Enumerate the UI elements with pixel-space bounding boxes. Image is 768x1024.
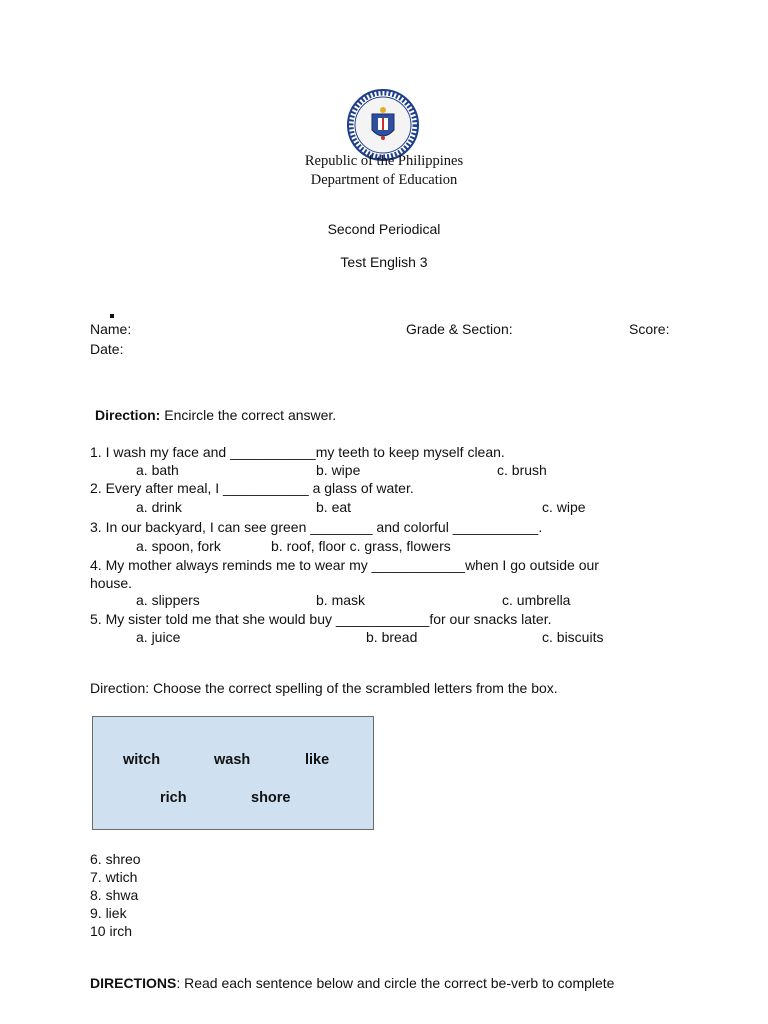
word-box-word: like <box>305 752 330 768</box>
department-line: Department of Education <box>310 172 458 188</box>
exam-title-line2: Test English 3 <box>340 254 428 270</box>
question-3: 3. In our backyard, I can see green ________ and colorful ___________. <box>90 519 543 535</box>
word-box-word: wash <box>214 752 251 768</box>
part2-direction: Direction: Choose the correct spelling of the scrambled letters from the box. <box>90 680 558 696</box>
bullet-marker <box>110 314 114 318</box>
part3-direction-label: DIRECTIONS <box>90 975 177 991</box>
q5-choice-a: a. juice <box>136 629 181 645</box>
scrambled-item-7: 7. wtich <box>90 869 138 885</box>
deped-seal-icon <box>346 88 420 162</box>
q5-choice-b: b. bread <box>366 629 418 645</box>
exam-title-line1: Second Periodical <box>327 221 441 237</box>
word-box <box>92 716 374 830</box>
q4-choice-a: a. slippers <box>136 592 200 608</box>
question-5: 5. My sister told me that she would buy ____________for our snacks later. <box>90 611 552 627</box>
question-4-continued: house. <box>90 575 133 591</box>
part3-direction-text: : Read each sentence below and circle the correct be-verb to complete <box>176 975 615 991</box>
q4-choice-c: c. umbrella <box>502 592 571 608</box>
scrambled-item-6: 6. shreo <box>90 851 141 867</box>
q2-choice-c: c. wipe <box>542 499 586 515</box>
date-label: Date: <box>90 341 124 357</box>
republic-line: Republic of the Philippines <box>304 153 464 169</box>
q4-choice-b: b. mask <box>316 592 366 608</box>
question-1: 1. I wash my face and ___________my teeth to keep myself clean. <box>90 444 505 460</box>
score-label: Score: <box>629 321 670 337</box>
part3-direction <box>90 975 614 991</box>
q1-choice-b: b. wipe <box>316 462 361 478</box>
part1-direction-text: Encircle the correct answer. <box>160 407 337 423</box>
q2-choice-a: a. drink <box>136 499 182 515</box>
question-4: 4. My mother always reminds me to wear my ____________when I go outside our <box>90 557 599 573</box>
scrambled-item-8: 8. shwa <box>90 887 139 903</box>
q2-choice-b: b. eat <box>316 499 352 515</box>
part1-direction <box>95 407 336 423</box>
q3-choice-a: a. spoon, fork <box>136 538 221 554</box>
q1-choice-c: c. brush <box>497 462 547 478</box>
word-box-word: witch <box>123 752 161 768</box>
name-label: Name: <box>90 321 132 337</box>
q1-choice-a: a. bath <box>136 462 179 478</box>
q5-choice-c: c. biscuits <box>542 629 604 645</box>
part1-direction-label: Direction: <box>95 407 161 423</box>
question-2: 2. Every after meal, I ___________ a glass of water. <box>90 480 414 496</box>
scrambled-item-9: 9. liek <box>90 905 127 921</box>
word-box-word: shore <box>251 790 291 806</box>
word-box-word: rich <box>160 790 187 806</box>
grade-section-label: Grade & Section: <box>406 321 513 337</box>
scrambled-item-10: 10 irch <box>90 923 133 939</box>
q3-choice-bc: b. roof, floor c. grass, flowers <box>271 538 451 554</box>
